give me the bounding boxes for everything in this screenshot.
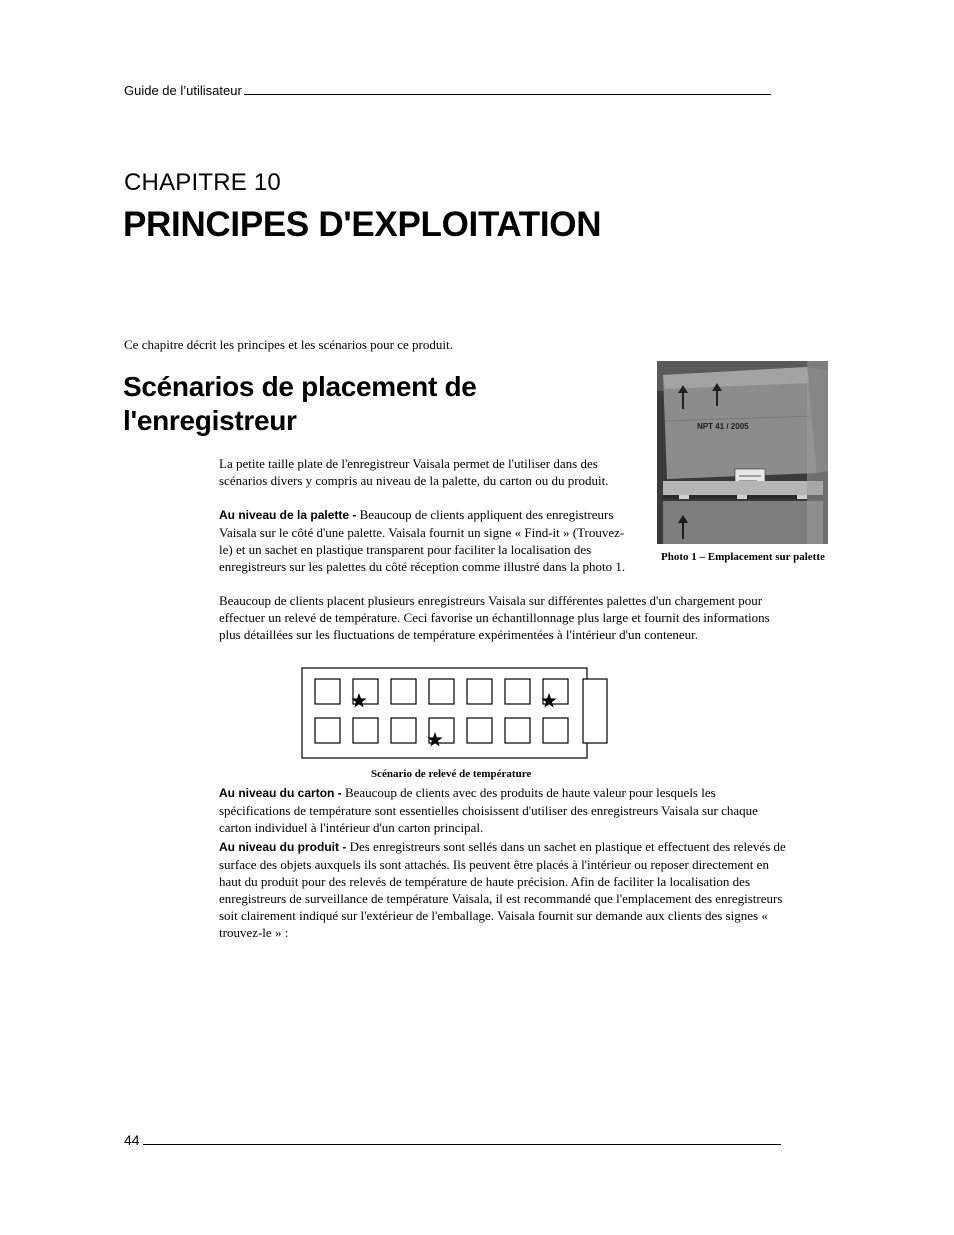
pallet-cell [543, 718, 568, 743]
footer-rule [143, 1132, 781, 1145]
carton-text: Beaucoup de clients avec des produits de haute valeur pour lesquels les spécifications de température sont essentielles choisissent d'utiliser des enregistreurs Vaisala sur chaque carton individuel à l'intérieur d'un carton principal. [219, 785, 758, 835]
pallet-cell [391, 679, 416, 704]
chapter-intro: Ce chapitre décrit les principes et les scénarios pour ce produit. [124, 337, 453, 352]
pallet-cell [315, 679, 340, 704]
pallet-cell [505, 718, 530, 743]
paragraph-carton [219, 784, 789, 836]
running-header [124, 83, 771, 98]
container-cab [583, 679, 607, 743]
pallet-lead: Au niveau de la palette - [219, 508, 357, 522]
section-heading-line2: l'enregistreur [123, 405, 297, 436]
paragraph-pallet [219, 506, 629, 575]
product-lead: Au niveau du produit - [219, 840, 347, 854]
pallet-cell [467, 718, 492, 743]
paragraph-intro: La petite taille plate de l'enregistreur Vaisala permet de l'utiliser dans des scénarios divers y compris au niveau de la palette, du carton ou du produit. [219, 456, 609, 488]
pallet-text: Beaucoup de clients appliquent des enregistreurs Vaisala sur le côté d'une palette. Vaisala fournit un signe « Find-it » (Trouvez-le) et un sachet en plastique transparent pour faciliter la localisation des enregistreurs sur les palettes du côté réception comme illustré dans la photo 1. [219, 507, 626, 574]
photo-caption: Photo 1 – Emplacement sur palette [661, 551, 825, 563]
pallet-cell [315, 718, 340, 743]
pallet-cell [429, 679, 454, 704]
running-header-title: Guide de l’utilisateur [124, 83, 242, 98]
pallet-photo [657, 361, 828, 544]
paragraph-multiple-pallets: Beaucoup de clients placent plusieurs enregistreurs Vaisala sur différentes palettes d'un chargement pour effectuer un relevé de température. Ceci favorise un échantillonnage plus large et fournit des informations plus détaillées sur les fluctuations de température expérimentées à l'intérieur d'un conteneur. [219, 593, 770, 642]
diagram-caption: Scénario de relevé de température [371, 768, 532, 780]
product-text: Des enregistreurs sont sellés dans un sachet en plastique et effectuent des relevés de surface des objets auxquels ils sont attachés. Ils peuvent être placés à l'intérieur ou reposer directement en haut du produit pour des relevés de température de haute précision. Afin de faciliter la localisation des enregistreurs de surveillance de température Vaisala, il est recommandé que l'emplacement des enregistreurs soit clairement indiqué sur l'extérieur de l'emballage. Vaisala fournit sur demande aux clients des signes « trouvez-le » : [219, 839, 786, 940]
box-marking: NPT 41 / 2005 [697, 422, 749, 431]
chapter-label: CHAPITRE 10 [124, 169, 281, 196]
temperature-mapping-diagram [301, 667, 609, 759]
header-rule [244, 83, 771, 95]
paragraph-product [219, 838, 789, 941]
page-number: 44 [124, 1132, 140, 1148]
carton-lead: Au niveau du carton - [219, 786, 342, 800]
chapter-title: PRINCIPES D'EXPLOITATION [123, 205, 602, 244]
page-footer [124, 1132, 781, 1148]
pallet-cell [467, 679, 492, 704]
section-heading-line1: Scénarios de placement de [123, 371, 477, 402]
pallet-cell [353, 718, 378, 743]
pallet-cell [391, 718, 416, 743]
pallet-cell [505, 679, 530, 704]
section-heading [123, 370, 593, 438]
